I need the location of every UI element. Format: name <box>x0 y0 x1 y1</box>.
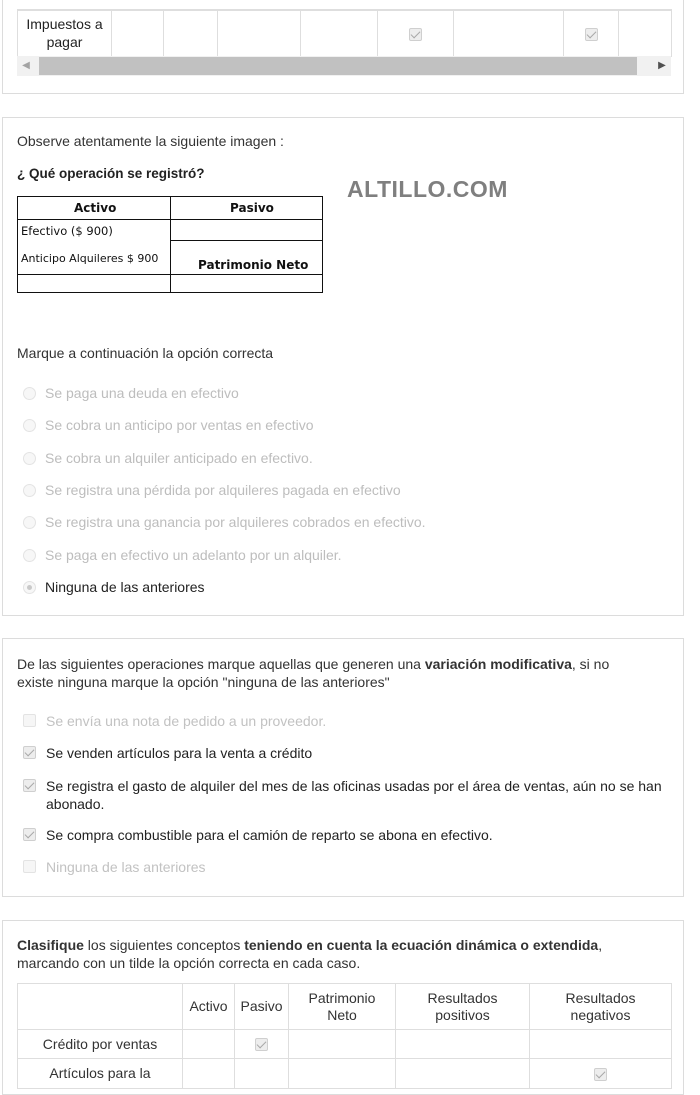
radio-option[interactable]: Se cobra un anticipo por ventas en efectivo <box>23 417 314 433</box>
row-label: Artículos para la <box>18 1059 183 1089</box>
table-cell[interactable] <box>218 10 301 56</box>
table-cell[interactable] <box>112 10 164 56</box>
ledger-header-patrimonio: Patrimonio Neto <box>198 258 309 272</box>
checkbox[interactable] <box>23 714 36 727</box>
radio-button-selected[interactable] <box>23 581 36 594</box>
checkbox-option[interactable]: Ninguna de las anteriores <box>23 858 206 876</box>
table-row <box>18 1059 672 1089</box>
table-cell[interactable] <box>396 1030 530 1059</box>
checkbox-checked[interactable] <box>23 746 36 759</box>
table-header-resultados-negativos: Resultados negativos <box>530 984 672 1030</box>
checkbox-option[interactable]: Se venden artículos para la venta a crédito <box>23 744 312 762</box>
question-card-clasifique <box>2 920 684 1095</box>
radio-button[interactable] <box>23 484 36 497</box>
table-header-activo: Activo <box>183 984 235 1030</box>
checkbox-checked[interactable] <box>23 828 36 841</box>
question-card-ledger <box>2 117 684 616</box>
table-row <box>18 1030 672 1059</box>
radio-button[interactable] <box>23 549 36 562</box>
table-cell[interactable] <box>530 1030 672 1059</box>
horizontal-scrollbar[interactable] <box>17 56 671 76</box>
checkbox-option[interactable]: Se compra combustible para el camión de reparto se abona en efectivo. <box>23 826 493 844</box>
table-cell[interactable] <box>235 1059 289 1089</box>
table-cell[interactable] <box>301 10 378 56</box>
ledger-entry-anticipo: Anticipo Alquileres $ 900 <box>21 252 159 265</box>
row-label-impuestos: Impuestos a pagar <box>18 10 112 56</box>
table-cell[interactable] <box>454 10 564 56</box>
scrollbar-thumb[interactable] <box>39 57 637 75</box>
scroll-left-icon[interactable]: ◀ <box>22 60 30 71</box>
radio-button[interactable] <box>23 387 36 400</box>
table-cell[interactable] <box>396 1059 530 1089</box>
question-intro: Observe atentamente la siguiente imagen : <box>17 133 284 149</box>
scroll-right-icon[interactable]: ▶ <box>658 60 666 71</box>
table-header-empty <box>18 984 183 1030</box>
radio-option[interactable]: Se paga en efectivo un adelanto por un alquiler. <box>23 547 342 563</box>
checkbox-checked[interactable] <box>255 1038 268 1051</box>
checkbox-checked[interactable] <box>23 779 36 792</box>
table-header-pasivo: Pasivo <box>235 984 289 1030</box>
row-label: Crédito por ventas <box>18 1030 183 1059</box>
ledger-entry-efectivo: Efectivo ($ 900) <box>21 224 113 238</box>
question-card-variacion <box>2 638 684 897</box>
table-cell-checkbox[interactable] <box>378 10 454 56</box>
watermark-logo: ALTILLO.COM <box>347 176 508 202</box>
ledger-header-pasivo: Pasivo <box>230 201 274 215</box>
table-cell[interactable] <box>183 1059 235 1089</box>
table-cell-checkbox[interactable] <box>235 1030 289 1059</box>
table-header-row <box>18 984 672 1030</box>
radio-button[interactable] <box>23 516 36 529</box>
classification-table-previous <box>17 9 672 57</box>
table-cell[interactable] <box>183 1030 235 1059</box>
table-cell[interactable] <box>289 1030 396 1059</box>
ledger-image <box>17 196 323 293</box>
table-header-resultados-positivos: Resultados positivos <box>396 984 530 1030</box>
classification-table <box>17 983 672 1089</box>
instruction-text: Marque a continuación la opción correcta <box>17 345 274 361</box>
ledger-header-activo: Activo <box>74 201 117 215</box>
radio-button[interactable] <box>23 452 36 465</box>
radio-button[interactable] <box>23 419 36 432</box>
checkbox-option[interactable]: Se envía una nota de pedido a un proveedor. <box>23 712 326 730</box>
checkbox[interactable] <box>23 860 36 873</box>
table-row <box>18 10 672 56</box>
question-card-previous <box>2 0 684 94</box>
radio-option[interactable]: Se paga una deuda en efectivo <box>23 385 239 401</box>
question-text: Clasifique los siguientes conceptos teniendo en cuenta la ecuación dinámica o extendida, marcando con un tilde la opción correcta en cada caso. <box>17 937 603 971</box>
table-cell[interactable] <box>619 10 672 56</box>
checkbox-option[interactable]: Se registra el gasto de alquiler del mes de las oficinas usadas por el área de ventas, aún no se han abonado. <box>23 777 673 813</box>
radio-option[interactable]: Se registra una ganancia por alquileres cobrados en efectivo. <box>23 514 426 530</box>
table-cell-checkbox[interactable] <box>530 1059 672 1089</box>
checkbox-checked[interactable] <box>585 28 598 41</box>
table-cell[interactable] <box>164 10 218 56</box>
table-header-patrimonio: Patrimonio Neto <box>289 984 396 1030</box>
radio-option[interactable]: Se cobra un alquiler anticipado en efectivo. <box>23 450 313 466</box>
radio-option-selected[interactable]: Ninguna de las anteriores <box>23 579 205 595</box>
radio-option[interactable]: Se registra una pérdida por alquileres pagada en efectivo <box>23 482 401 498</box>
table-cell[interactable] <box>289 1059 396 1089</box>
question-title: ¿ Qué operación se registró? <box>17 166 205 181</box>
checkbox-checked[interactable] <box>409 28 422 41</box>
table-cell-checkbox[interactable] <box>564 10 619 56</box>
checkbox-checked[interactable] <box>594 1068 607 1081</box>
question-text: De las siguientes operaciones marque aquellas que generen una variación modificativa, si no existe ninguna marque la opción "ninguna de las anteriores" <box>17 656 610 690</box>
